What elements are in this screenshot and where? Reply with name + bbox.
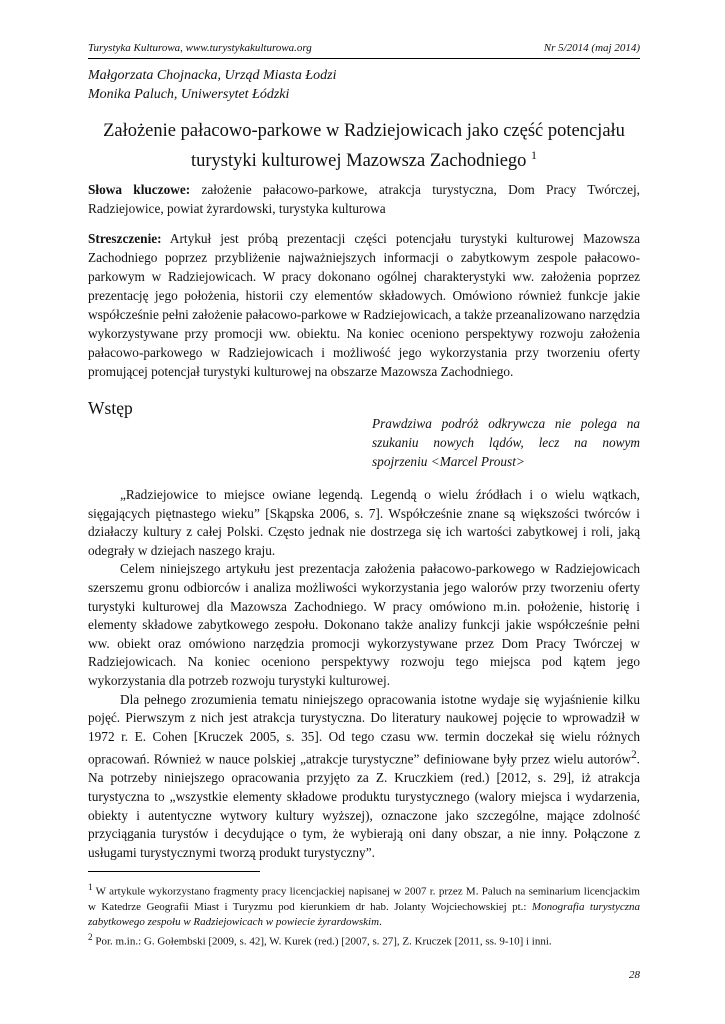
keywords-label: Słowa kluczowe: [88, 182, 191, 197]
title-footnote-ref: 1 [531, 148, 538, 162]
paragraph-3-part-a: Dla pełnego zrozumienia tematu niniejszego opracowania istotne wydaje się wyjaśnienie kilku pojęć. Pierwszym z nich jest atrakcja turystyczna. Do literatury naukowej pojęcie to wprowadził w 1972 r. E. Cohen [Kruczek 2005, s. 35]. Od tego czasu ww. termin doczekał się wielu różnych opracowań. Również w nauce polskiej „atrakcje turystyczne” definiowane były przez wielu autorów [88, 691, 640, 767]
footnote-ref-2: 2 [631, 749, 637, 762]
footnote-1-text: W artykule wykorzystano fragmenty pracy licencjackiej napisanej w 2007 r. przez M. Paluch na seminarium licencjackim w Katedrze Geografii Miast i Turyzmu pod kierunkiem dr hab. Jolanty Wojciechowskiej pt.: [88, 885, 640, 913]
title-line-1: Założenie pałacowo-parkowe w Radziejowicach jako część potencjału [103, 121, 625, 141]
abstract [88, 229, 640, 381]
author-2: Monika Paluch, Uniwersytet Łódzki [88, 87, 290, 102]
footnotes [88, 880, 640, 949]
paragraph-1: „Radziejowice to miejsce owiane legendą. Legendą o wielu źródłach i o wielu wątkach, sięgających piętnastego wieku” [Skąpska 2006, s. 7]. Współcześnie znane są większości twórców i działaczy kultury z całej Polski. Często jednak nie dostrzega się ich wartości zabytkowej i roli, jaką odegrały w dziejach naszego kraju. [88, 487, 640, 558]
abstract-label: Streszczenie: [88, 231, 162, 246]
footnote-2-text: Por. m.in.: G. Gołembski [2009, s. 42], W. Kurek (red.) [2007, s. 27], Z. Kruczek [2011, ss. 9-10] i inni. [92, 935, 552, 948]
keywords [88, 180, 640, 218]
paragraph-3 [88, 691, 640, 863]
section-heading: Wstęp [88, 398, 133, 418]
footnote-2 [88, 930, 640, 950]
paragraph-2: Celem niniejszego artykułu jest prezentacja założenia pałacowo-parkowego w Radziejowicach szerszemu gronu odbiorców i analiza możliwości wykorzystania jego walorów przy tworzeniu oferty turystyki kulturowej dla Mazowsza Zachodniego. W pracy omówiono m.in. położenie, historię i elementy składowe zabytkowego zespołu. Dokonano także analizy funkcji jakie współcześnie pełni ww. obiekt oraz omówiono narzędzia promocji wykorzystywane przez Dom Pracy Twórczej w Radziejowicach. Na koniec oceniono perspektywy rozwoju tego miejsca pod kątem jego wykorzystania dla potrzeb rozwoju turystyki kulturowej. [88, 561, 640, 688]
running-header [88, 42, 640, 59]
footnote-2-number: 2 [88, 931, 93, 942]
footnote-separator [88, 871, 260, 872]
author-1: Małgorzata Chojnacka, Urząd Miasta Łodzi [88, 68, 337, 83]
title-line-2-text: turystyki kulturowej Mazowsza Zachodniego [190, 151, 527, 172]
paragraph-3-part-b: . Na potrzeby niniejszego opracowania przyjęto za Z. Kruczkiem (red.) [2012, s. 29], iż atrakcja turystyczna to „wszystkie elementy składowe produktu turystycznego (walory miejsca i wydarzenia, obiekty i autentyczne wytwory kultury wyższej), oznaczone jako szczególne, mające zdolność przyciągania turystów i decydujące o tym, że wybierają oni dany obszar, a nie inny. Połączone z usługami turystycznymi tworzą produkt turystyczny”. [88, 751, 640, 860]
paper-title [88, 119, 640, 173]
footnote-1-number: 1 [88, 882, 93, 892]
abstract-text: Artykuł jest próbą prezentacji części potencjału turystyki kulturowej Mazowsza Zachodniego poprzez przybliżenie najważniejszych informacji o zabytkowym zespole pałacowo-parkowym w Radziejowicach. W pracy dokonano ogólnej charakterystyki ww. założenia poprzez prezentację jego położenia, historii czy elementów składowych. Omówiono również funkcje jakie współcześnie pełni założenie pałacowo-parkowe w Radziejowicach, a także przeanalizowano narzędzia wykorzystywane przy promocji ww. obiektu. Na koniec oceniono perspektywy rozwoju założenia pałacowo-parkowego w Radziejowicach i możliwość jego wykorzystania przy tworzeniu oferty promującej potencjał turystyki kulturowej na obszarze Mazowsza Zachodniego. [88, 231, 640, 379]
epigraph: Prawdziwa podróż odkrywcza nie polega na szukaniu nowych lądów, lecz na nowym spojrzeniu <Marcel Proust> [372, 416, 640, 469]
body-text [88, 486, 640, 862]
journal-name: Turystyka Kulturowa, www.turystykakulturowa.org [88, 42, 312, 54]
footnote-1-end: . [379, 915, 382, 928]
issue-number: Nr 5/2014 (maj 2014) [543, 42, 640, 54]
authors [88, 66, 640, 104]
footnote-1-title: Monografia turystyczna zabytkowego zespołu w Radziejowicach w powiecie żyrardowskim [88, 900, 640, 928]
keywords-text: założenie pałacowo-parkowe, atrakcja turystyczna, Dom Pracy Twórczej, Radziejowice, powiat żyrardowski, turystyka kulturowa [88, 182, 641, 216]
title-line-2 [88, 143, 640, 173]
footnote-1 [88, 880, 640, 930]
page-number: 28 [629, 969, 640, 981]
